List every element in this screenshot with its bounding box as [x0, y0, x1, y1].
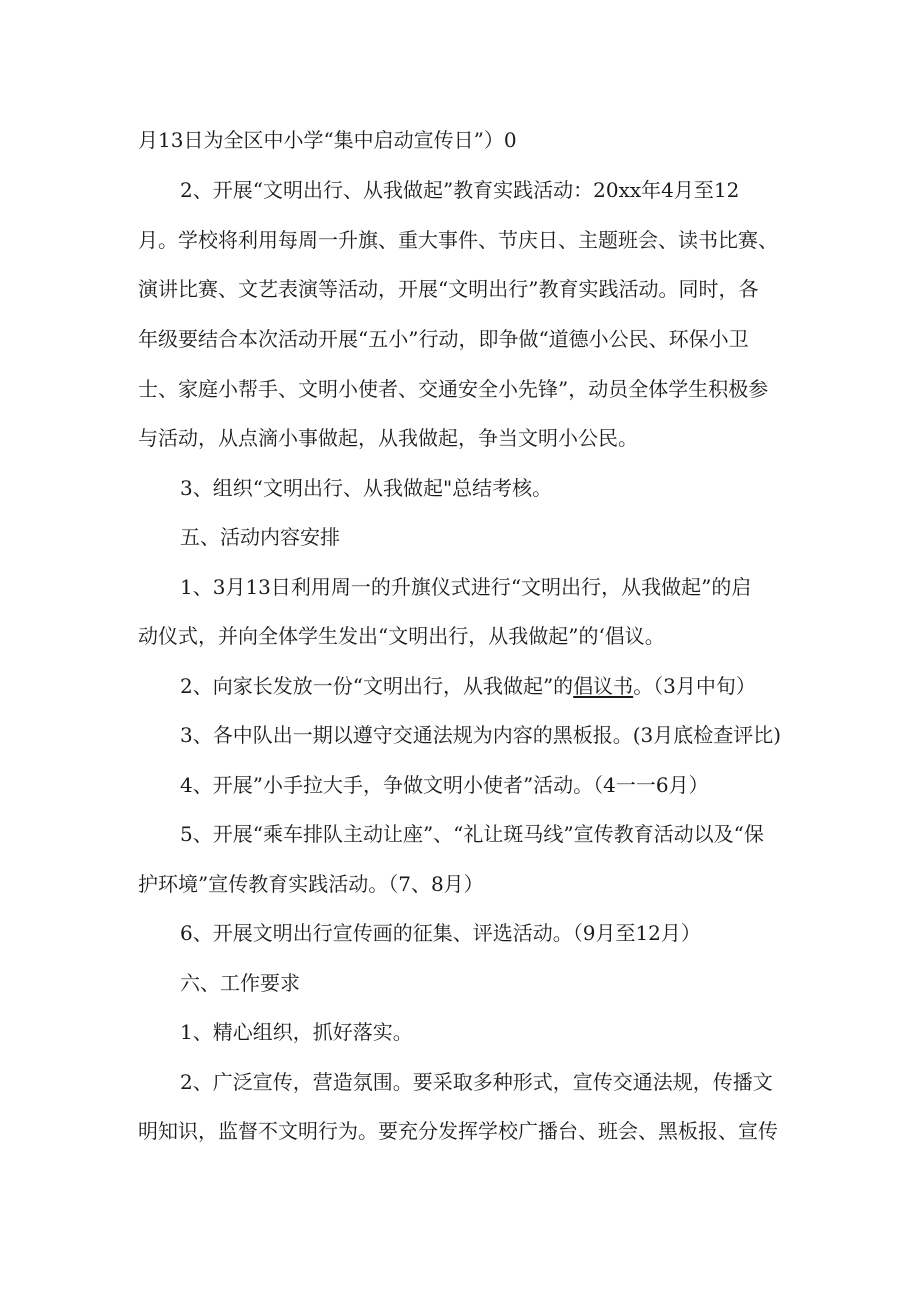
body-line: 月13日为全区中小学“集中启动宣传日”）0 [138, 128, 517, 152]
body-line: 4、开展”小手拉大手，争做文明小使者”活动。（4一一6月） [180, 773, 709, 797]
line-text: 。（3月中旬） [633, 674, 756, 698]
section-heading: 五、活动内容安排 [180, 525, 340, 549]
body-line: 3、组织“文明出行、从我做起"总结考核。 [180, 476, 553, 500]
body-line [180, 674, 756, 698]
proposal-link[interactable]: 倡议书 [573, 674, 634, 698]
body-line: 演讲比赛、文艺表演等活动，开展“文明出行”教育实践活动。同时，各 [138, 277, 759, 301]
body-line: 护环境”宣传教育实践活动。（7、8月） [138, 872, 484, 896]
body-line: 3、各中队出一期以遵守交通法规为内容的黑板报。(3月底检查评比) [180, 723, 782, 747]
body-line: 年级要结合本次活动开展“五小”行动，即争做“道德小公民、环保小卫 [138, 327, 749, 351]
body-line: 1、3月13日利用周一的升旗仪式进行“文明出行，从我做起”的启 [180, 575, 752, 599]
body-line: 士、家庭小帮手、文明小使者、交通安全小先锋”，动员全体学生积极参 [138, 377, 769, 401]
body-line: 6、开展文明出行宣传画的征集、评选活动。（9月至12月） [180, 921, 701, 945]
body-line: 动仪式，并向全体学生发出“文明出行，从我做起”的‘倡议。 [138, 624, 665, 648]
body-line: 与活动，从点滴小事做起，从我做起，争当文明小公民。 [138, 426, 638, 450]
body-line: 5、开展“乘车排队主动让座”、“礼让斑马线”宣传教育活动以及“保 [180, 822, 764, 846]
body-line: 明知识，监督不文明行为。要充分发挥学校广播台、班会、黑板报、宣传 [138, 1119, 778, 1143]
body-line: 2、开展“文明出行、从我做起”教育实践活动：20xx年4月至12 [180, 178, 740, 202]
body-line: 1、精心组织，抓好落实。 [180, 1020, 413, 1044]
body-line: 2、广泛宣传，营造氛围。要采取多种形式，宣传交通法规，传播文 [180, 1070, 773, 1094]
section-heading: 六、工作要求 [180, 971, 300, 995]
line-text: 2、向家长发放一份“文明出行，从我做起”的 [180, 674, 574, 698]
body-line: 月。学校将利用每周一升旗、重大事件、节庆日、主题班会、读书比赛、 [138, 228, 778, 252]
